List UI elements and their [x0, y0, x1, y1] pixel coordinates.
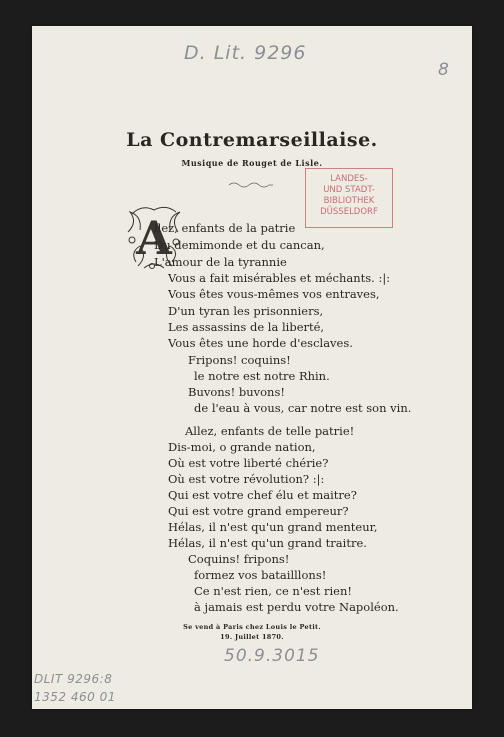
refrain-line: Buvons! buvons!	[188, 385, 285, 399]
stamp-line: DÜSSELDORF	[320, 207, 378, 217]
refrain-line: le notre est notre Rhin.	[194, 369, 330, 383]
poem-line: Hélas, il n'est qu'un grand menteur,	[168, 520, 378, 534]
refrain-line: Coquins! fripons!	[188, 552, 290, 566]
poem-line: Vous êtes vous-mêmes vos entraves,	[168, 287, 380, 301]
refrain-line: formez vos batailllons!	[194, 568, 327, 582]
stamp-line: UND STADT-	[323, 185, 375, 195]
library-stamp	[305, 168, 393, 228]
imprint-date: 19. Juillet 1870.	[220, 633, 284, 641]
poem-line: Qui est votre chef élu et maitre?	[168, 488, 357, 502]
drop-cap-letter: A	[136, 211, 172, 265]
stamp-line: BIBLIOTHEK	[323, 196, 375, 206]
poem-line: Où est votre révolution? :|:	[168, 472, 325, 486]
poem-line: llez, enfants de la patrie	[154, 221, 296, 235]
paper-sheet	[32, 26, 472, 709]
stamp-line: LANDES-	[330, 174, 368, 184]
song-subtitle: Musique de Rouget de Lisle.	[181, 158, 323, 168]
poem-line: Dis-moi, o grande nation,	[168, 440, 316, 454]
poem-line: Où est votre liberté chérie?	[168, 456, 329, 470]
imprint-publisher: Se vend à Paris chez Louis le Petit.	[183, 623, 321, 631]
shelfmark-annotation: D. Lit. 9296	[184, 42, 307, 64]
refrain-line: Fripons! coquins!	[188, 353, 291, 367]
poem-line: Vous êtes une horde d'esclaves.	[168, 336, 353, 350]
poem-line: D'un tyran les prisonniers,	[168, 304, 324, 318]
refrain-line: à jamais est perdu votre Napoléon.	[194, 600, 399, 614]
refrain-line: Ce n'est rien, ce n'est rien!	[194, 584, 352, 598]
poem-line: Hélas, il n'est qu'un grand traitre.	[168, 536, 367, 550]
inventory-annotation	[34, 670, 116, 706]
ornament-divider	[228, 181, 274, 189]
poem-line: L'amour de la tyrannie	[154, 255, 287, 269]
poem-line: Les assassins de la liberté,	[168, 320, 325, 334]
leaf-number-annotation: 8	[438, 60, 449, 80]
poem-line: Du demimonde et du cancan,	[154, 238, 325, 252]
shelfmark-annotation-bottom: 50.9.3015	[224, 646, 320, 666]
inventory-line: 1352 460 01	[34, 690, 116, 704]
song-title: La Contremarseillaise.	[126, 129, 378, 151]
poem-line: Vous a fait misérables et méchants. :|:	[168, 271, 391, 285]
poem-line: Allez, enfants de telle patrie!	[185, 424, 355, 438]
refrain-line: de l'eau à vous, car notre est son vin.	[194, 401, 412, 415]
poem-line: Qui est votre grand empereur?	[168, 504, 349, 518]
inventory-line: DLIT 9296:8	[34, 672, 113, 686]
